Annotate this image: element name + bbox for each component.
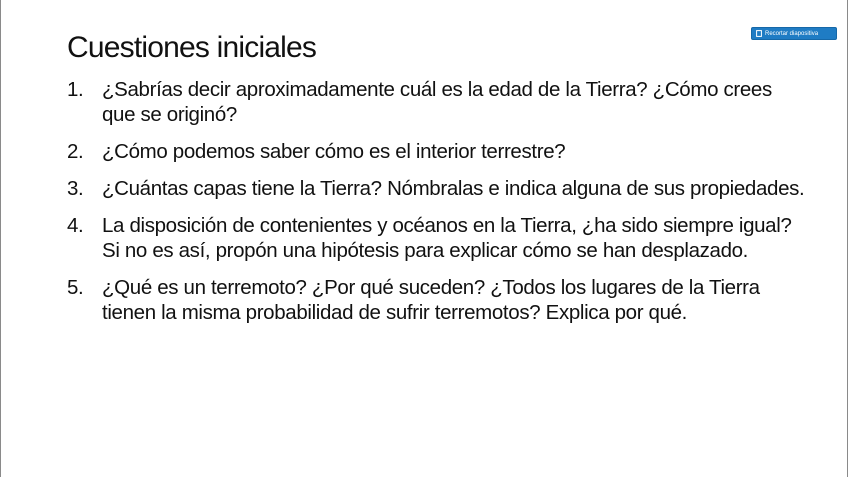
question-text: ¿Sabrías decir aproximadamente cuál es la edad de la Tierra? ¿Cómo crees que se originó? [102, 78, 772, 126]
clip-slide-label: Recortar diapositiva [765, 30, 819, 37]
question-item [67, 275, 807, 325]
clip-icon [756, 30, 762, 37]
question-text: La disposición de contenientes y océanos en la Tierra, ¿ha sido siempre igual? Si no es así, propón una hipótesis para explicar cómo se han desplazado. [102, 214, 792, 262]
slide-title: Cuestiones iniciales [67, 31, 317, 64]
question-item [67, 77, 807, 127]
question-text: ¿Cuántas capas tiene la Tierra? Nómbralas e indica alguna de sus propiedades. [102, 177, 805, 200]
question-number: 3. [67, 177, 84, 200]
question-number: 5. [67, 276, 84, 299]
question-item [67, 213, 807, 263]
question-text: ¿Cómo podemos saber cómo es el interior terrestre? [102, 140, 566, 163]
question-number: 4. [67, 214, 84, 237]
question-text: ¿Qué es un terremoto? ¿Por qué suceden? ¿Todos los lugares de la Tierra tienen la misma probabilidad de sufrir terremotos? Explica por qué. [102, 276, 760, 324]
clip-slide-button[interactable] [751, 27, 837, 40]
question-list [67, 77, 807, 337]
question-number: 1. [67, 78, 84, 101]
question-number: 2. [67, 140, 84, 163]
question-item [67, 176, 807, 201]
question-item [67, 139, 807, 164]
